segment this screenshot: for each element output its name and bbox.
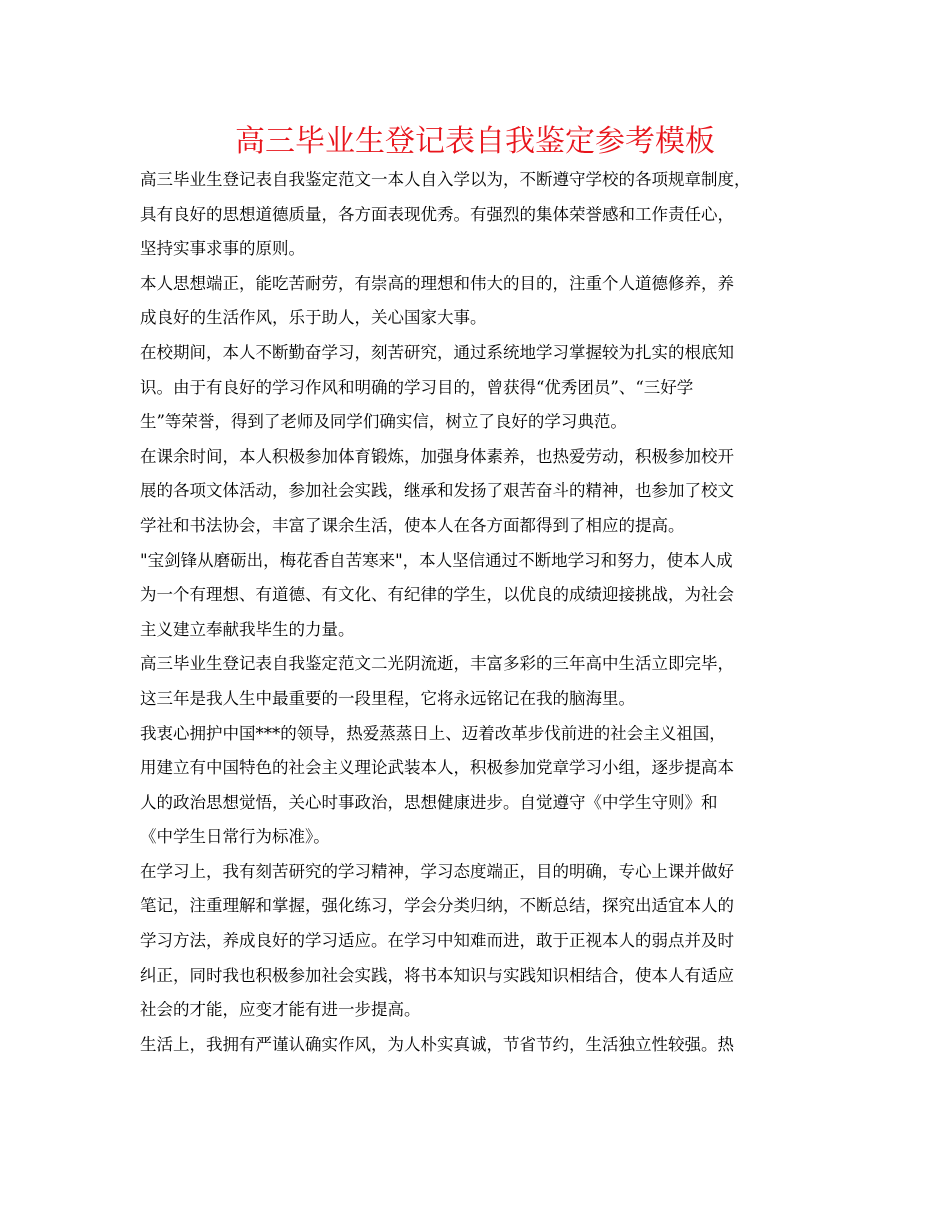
text-line: 纠正，同时我也积极参加社会实践，将书本知识与实践知识相结合，使本人有适应 — [140, 965, 734, 985]
text-line: 社会的才能，应变才能有进一步提高。 — [140, 1000, 421, 1020]
text-line: 学习方法，养成良好的学习适应。在学习中知难而进，敢于正视本人的弱点并及时 — [140, 931, 734, 951]
text-line: 在校期间，本人不断勤奋学习，刻苦研究，通过系统地学习掌握较为扎实的根底知 — [140, 342, 734, 362]
text-line: 生活上，我拥有严谨认确实作风，为人朴实真诚，节省节约，生活独立性较强。热 — [140, 1034, 734, 1054]
text-line: 本人思想端正，能吃苦耐劳，有崇高的理想和伟大的目的，注重个人道德修养，养 — [140, 273, 734, 293]
text-line: 这三年是我人生中最重要的一段里程，它将永远铭记在我的脑海里。 — [140, 688, 635, 708]
text-line: 展的各项文体活动，参加社会实践，继承和发扬了艰苦奋斗的精神，也参加了校文 — [140, 481, 734, 501]
text-line: 我衷心拥护中国***的领导，热爱蒸蒸日上、迈着改革步伐前进的社会主义祖国， — [140, 723, 726, 743]
document-title: 高三毕业生登记表自我鉴定参考模板 — [235, 124, 715, 159]
text-line: 识。由于有良好的学习作风和明确的学习目的，曾获得“优秀团员”、“三好学 — [140, 377, 694, 397]
text-line: "宝剑锋从磨砺出，梅花香自苦寒来"，本人坚信通过不断地学习和努力，使本人成 — [140, 550, 733, 570]
document-body — [140, 163, 816, 1062]
text-line: 在课余时间，本人积极参加体育锻炼，加强身体素养，也热爱劳动，积极参加校开 — [140, 446, 734, 466]
text-line: 高三毕业生登记表自我鉴定范文二光阴流逝，丰富多彩的三年高中生活立即完毕， — [140, 654, 734, 674]
text-line: 在学习上，我有刻苦研究的学习精神，学习态度端正，目的明确，专心上课并做好 — [140, 861, 734, 881]
text-line: 《中学生日常行为标准》。 — [140, 827, 330, 847]
text-line: 主义建立奉献我毕生的力量。 — [140, 619, 355, 639]
text-line: 学社和书法协会，丰富了课余生活，使本人在各方面都得到了相应的提高。 — [140, 515, 685, 535]
text-line: 生”等荣誉，得到了老师及同学们确实信，树立了良好的学习典范。 — [140, 412, 627, 432]
text-line: 用建立有中国特色的社会主义理论武装本人，积极参加党章学习小组，逐步提高本 — [140, 758, 734, 778]
text-line: 人的政治思想觉悟，关心时事政治，思想健康进步。自觉遵守《中学生守则》和 — [140, 792, 718, 812]
text-line: 为一个有理想、有道德、有文化、有纪律的学生，以优良的成绩迎接挑战，为社会 — [140, 585, 734, 605]
text-line: 高三毕业生登记表自我鉴定范文一本人自入学以为，不断遵守学校的各项规章制度， — [140, 170, 751, 189]
text-line: 成良好的生活作风，乐于助人，关心国家大事。 — [140, 308, 487, 328]
text-line: 具有良好的思想道德质量，各方面表现优秀。有强烈的集体荣誉感和工作责任心， — [140, 204, 734, 224]
text-line: 笔记，注重理解和掌握，强化练习，学会分类归纳，不断总结，探究出适宜本人的 — [140, 896, 734, 916]
text-line: 坚持实事求事的原则。 — [140, 239, 305, 259]
